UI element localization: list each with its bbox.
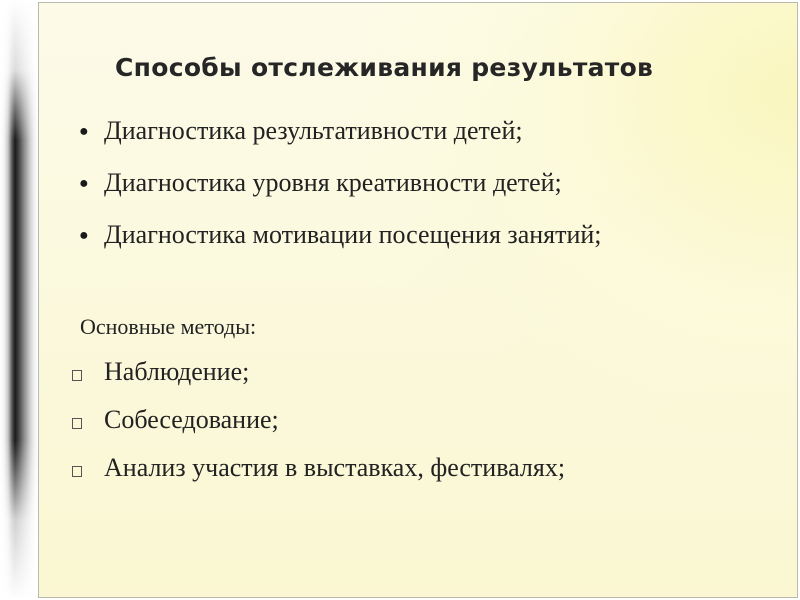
bullet-dot-icon: ● bbox=[79, 123, 89, 140]
list-item bbox=[79, 168, 602, 220]
bullet-dot-icon: ● bbox=[79, 175, 89, 192]
list-item-text: Анализ участия в выставках, фестивалях; bbox=[104, 453, 566, 482]
bullet-dot-icon: ● bbox=[79, 227, 89, 244]
list-item bbox=[72, 405, 565, 453]
slide-panel bbox=[38, 2, 798, 598]
list-item bbox=[72, 453, 565, 501]
bullet-box-icon bbox=[72, 418, 82, 429]
list-item-text: Диагностика уровня креативности детей; bbox=[104, 168, 562, 197]
slide-title: Способы отслеживания результатов bbox=[115, 53, 654, 82]
list-item bbox=[72, 357, 565, 405]
list-item bbox=[79, 220, 602, 272]
left-decorative-border bbox=[0, 0, 38, 600]
list-item-text: Диагностика результативности детей; bbox=[104, 116, 523, 145]
bullet-box-icon bbox=[72, 370, 82, 381]
list-item-text: Диагностика мотивации посещения занятий; bbox=[104, 220, 602, 249]
list-item-text: Наблюдение; bbox=[104, 357, 250, 386]
bullet-box-icon bbox=[72, 466, 82, 477]
diagnostics-list bbox=[79, 116, 602, 272]
methods-list bbox=[72, 357, 565, 501]
list-item bbox=[79, 116, 602, 168]
list-item-text: Собеседование; bbox=[104, 405, 279, 434]
methods-heading: Основные методы: bbox=[80, 314, 257, 339]
